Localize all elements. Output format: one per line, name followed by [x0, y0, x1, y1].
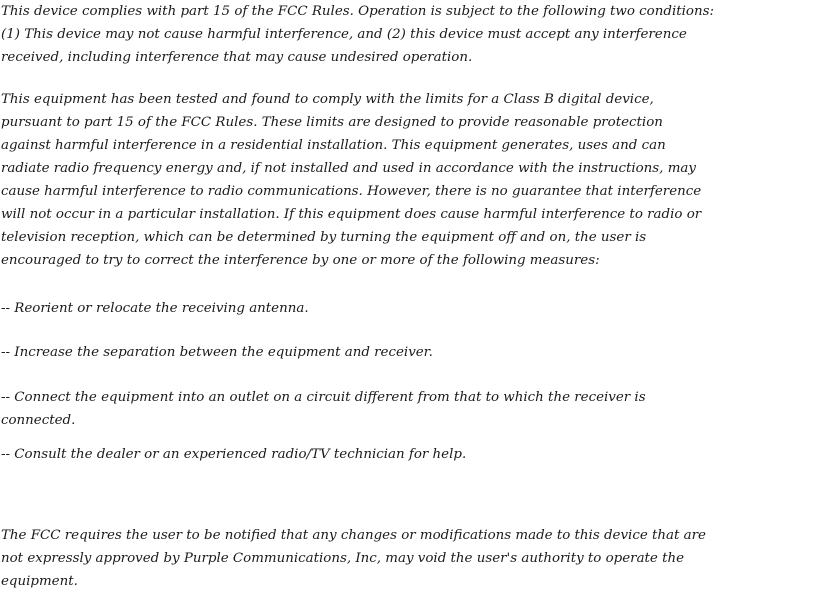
- text-line: cause harmful interference to radio communications. However, there is no guarantee that interference: [1, 184, 702, 199]
- text-line: will not occur in a particular installation. If this equipment does cause harmful interference to radio or: [1, 207, 702, 222]
- text-line: -- Consult the dealer or an experienced radio/TV technician for help.: [1, 447, 467, 462]
- text-line: pursuant to part 15 of the FCC Rules. These limits are designed to provide reasonable protection: [1, 115, 663, 130]
- measure-increase-separation: [1, 341, 433, 364]
- measure-different-circuit: [1, 386, 646, 432]
- text-line: This device complies with part 15 of the FCC Rules. Operation is subject to the following two conditions:: [1, 4, 714, 19]
- text-line: -- Connect the equipment into an outlet on a circuit different from that to which the receiver is: [1, 390, 646, 405]
- text-line: against harmful interference in a residential installation. This equipment generates, uses and can: [1, 138, 666, 153]
- text-line: not expressly approved by Purple Communications, Inc, may void the user's authority to operate the: [1, 551, 685, 566]
- modifications-warning-paragraph: [1, 524, 706, 593]
- text-line: television reception, which can be determined by turning the equipment off and on, the user is: [1, 230, 647, 245]
- text-line: -- Reorient or relocate the receiving antenna.: [1, 301, 309, 316]
- text-line: radiate radio frequency energy and, if not installed and used in accordance with the instructions, may: [1, 161, 696, 176]
- text-line: equipment.: [1, 574, 78, 589]
- text-line: received, including interference that may cause undesired operation.: [1, 50, 473, 65]
- class-b-limits-paragraph: [1, 88, 701, 272]
- measure-reorient-antenna: [1, 297, 309, 320]
- text-line: -- Increase the separation between the equipment and receiver.: [1, 345, 433, 360]
- measure-consult-dealer: [1, 443, 466, 466]
- compliance-conditions-paragraph: [1, 0, 714, 69]
- text-line: (1) This device may not cause harmful interference, and (2) this device must accept any interference: [1, 27, 687, 42]
- text-line: This equipment has been tested and found to comply with the limits for a Class B digital device,: [1, 92, 654, 107]
- text-line: The FCC requires the user to be notified that any changes or modifications made to this device that are: [1, 528, 706, 543]
- text-line: connected.: [1, 413, 76, 428]
- text-line: encouraged to try to correct the interference by one or more of the following measures:: [1, 253, 600, 268]
